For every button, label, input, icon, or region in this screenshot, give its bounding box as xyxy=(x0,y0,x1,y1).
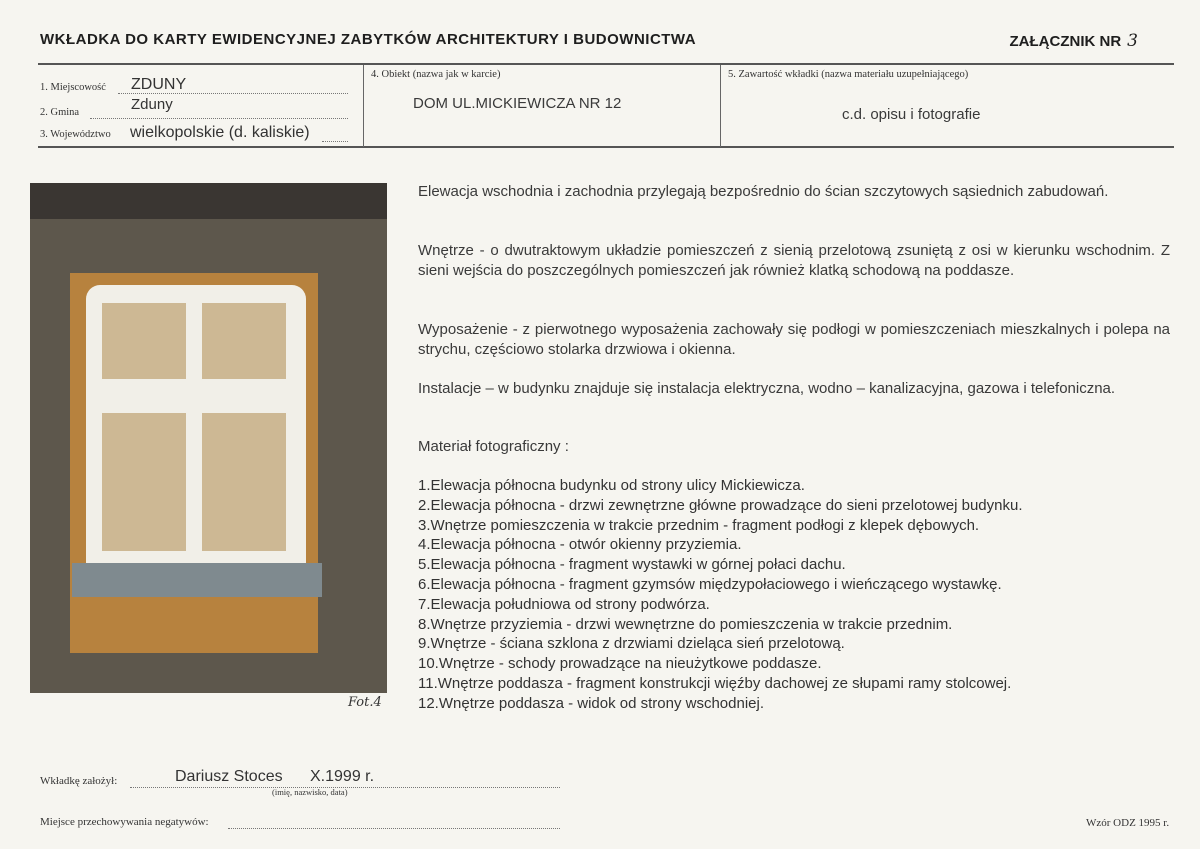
contents-value: c.d. opisu i fotografie xyxy=(842,106,981,123)
page-title: WKŁADKA DO KARTY EWIDENCYJNEJ ZABYTKÓW ARCHITEKTURY I BUDOWNICTWA xyxy=(40,31,697,48)
list-item: 10.Wnętrze - schody prowadzące na nieużytkowe poddasze. xyxy=(418,655,822,673)
list-item: 9.Wnętrze - ściana szklona z drzwiami dzieląca sień przelotową. xyxy=(418,635,845,653)
author-label: Wkładkę założył: xyxy=(40,775,118,787)
negatives-label: Miejsce przechowywania negatywów: xyxy=(40,816,209,828)
object-label: 4. Obiekt (nazwa jak w karcie) xyxy=(371,69,501,80)
divider-2 xyxy=(720,65,721,147)
paragraph-elevations: Elewacja wschodnia i zachodnia przylegają bezpośrednio do ścian szczytowych sąsiednich zabudowań. xyxy=(418,183,1109,200)
list-item: 8.Wnętrze przyziemia - drzwi wewnętrzne do pomieszczenia w trakcie przednim. xyxy=(418,615,953,633)
object-value: DOM UL.MICKIEWICZA NR 12 xyxy=(413,95,622,112)
photo-pane xyxy=(202,413,286,551)
photo-caption: Fot.4 xyxy=(348,695,382,710)
negatives-dots xyxy=(228,827,560,829)
photo-pane xyxy=(102,413,186,551)
list-item: 1.Elewacja północna budynku od strony ulicy Mickiewicza. xyxy=(418,477,805,494)
municipality-label: 2. Gmina xyxy=(40,107,80,118)
author-name: Dariusz Stoces xyxy=(175,768,283,785)
list-item: 11.Wnętrze poddasza - fragment konstrukcji więźby dachowej ze słupami ramy stolcowej. xyxy=(418,674,1012,692)
annex-label-text: ZAŁĄCZNIK NR xyxy=(1009,33,1122,50)
municipality-value: Zduny xyxy=(131,96,173,113)
template-note: Wzór ODZ 1995 r. xyxy=(1086,817,1170,829)
window-photo xyxy=(30,183,387,693)
list-item: 6.Elewacja północna - fragment gzymsów międzypołaciowego i wieńczącego wystawkę. xyxy=(418,575,1002,593)
province-value: wielkopolskie (d. kaliskie) xyxy=(130,124,310,141)
list-item: 7.Elewacja południowa od strony podwórza. xyxy=(418,595,710,613)
photo-list xyxy=(418,476,1178,714)
locality-value: ZDUNY xyxy=(131,76,187,93)
annex-number: 3 xyxy=(1127,31,1138,51)
photo-window-sill xyxy=(72,563,322,597)
photo-pane xyxy=(102,303,186,379)
author-hint: (imię, nazwisko, data) xyxy=(272,787,348,797)
list-item: 5.Elewacja północna - fragment wystawki w górnej połaci dachu. xyxy=(418,556,846,574)
header-rule-top xyxy=(38,63,1174,65)
locality-label: 1. Miejscowość xyxy=(40,82,106,93)
photo-material-heading: Materiał fotograficzny : xyxy=(418,438,569,455)
list-item: 12.Wnętrze poddasza - widok od strony wschodniej. xyxy=(418,694,765,712)
province-dots xyxy=(322,140,348,142)
paragraph-installations: Instalacje – w budynku znajduje się instalacja elektryczna, wodno – kanalizacyjna, gazowa i telefoniczna. xyxy=(418,380,1116,397)
paragraph-furnishing: Wyposażenie - z pierwotnego wyposażenia zachowały się podłogi w pomieszczeniach mieszkalnych i polepa na strychu, częściowo stolarka drzwiowa i okienna. xyxy=(418,321,1170,358)
paragraph-interior: Wnętrze - o dwutraktowym układzie pomieszczeń z sienią przelotową zsuniętą z osi w kierunku wschodnim. Z sieni wejścia do poszczególnych pomieszczeń jak również klatką schodową na poddasze. xyxy=(418,242,1170,279)
author-date: X.1999 r. xyxy=(310,768,375,785)
list-item: 2.Elewacja północna - drzwi zewnętrzne główne prowadzące do sieni przelotowej budynku. xyxy=(418,496,1023,514)
header-rule-bottom xyxy=(38,146,1174,148)
municipality-dots xyxy=(90,117,348,119)
divider-1 xyxy=(363,65,364,147)
photo-lintel xyxy=(30,183,387,219)
list-item: 4.Elewacja północna - otwór okienny przyziemia. xyxy=(418,536,742,554)
photo-pane xyxy=(202,303,286,379)
annex-label xyxy=(1010,31,1138,51)
list-item: 3.Wnętrze pomieszczenia w trakcie przednim - fragment podłogi z klepek dębowych. xyxy=(418,516,980,534)
contents-label: 5. Zawartość wkładki (nazwa materiału uzupełniającego) xyxy=(728,69,969,80)
province-label: 3. Województwo xyxy=(40,129,111,140)
